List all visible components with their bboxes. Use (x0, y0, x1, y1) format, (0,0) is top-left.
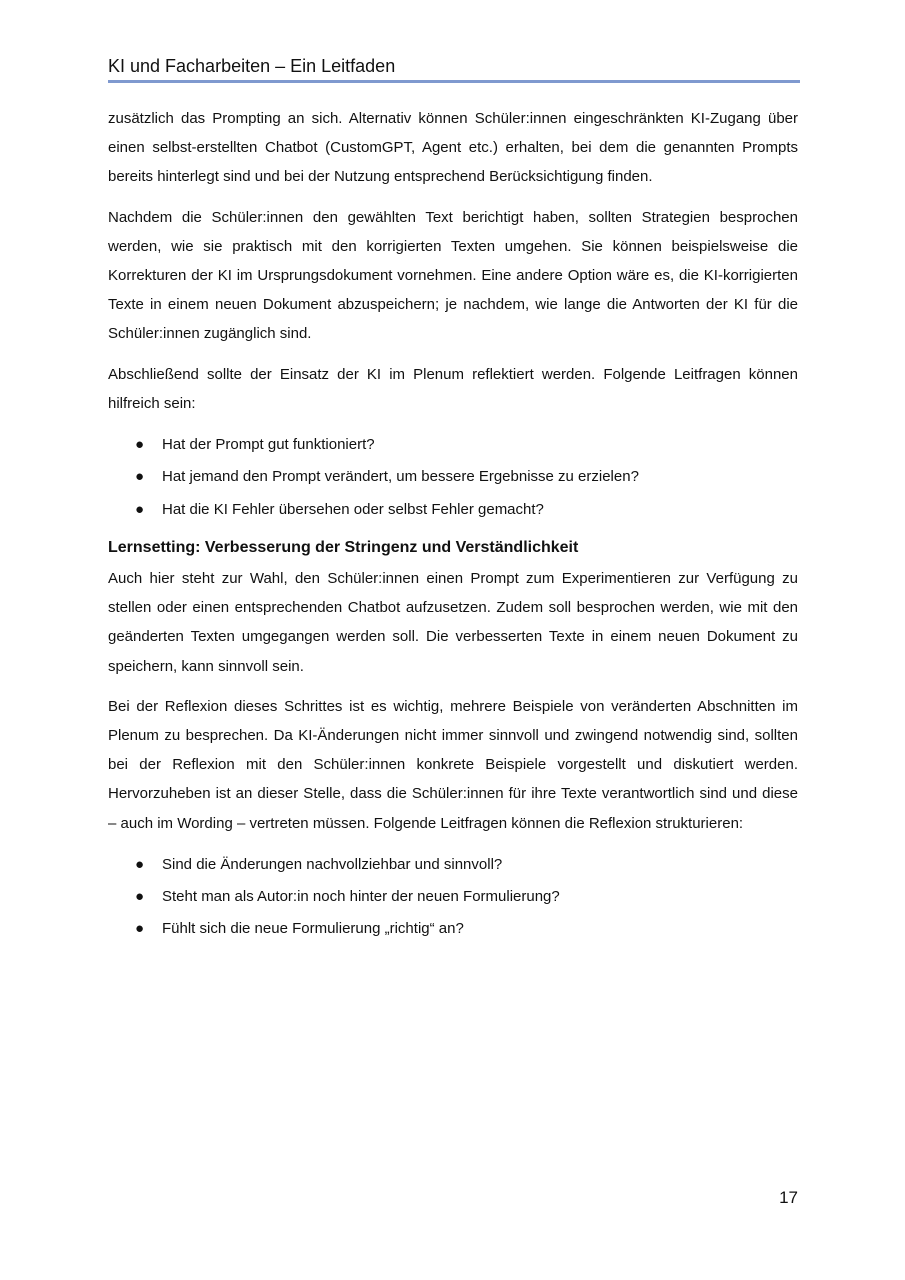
paragraph: Nachdem die Schüler:innen den gewählten Text berichtigt haben, sollten Strategien besprochen werden, wie sie praktisch mit den korrigierten Texten umgehen. Sie können beispielsweise die Korrekturen der KI im Ursprungsdokument vornehmen. Eine andere Option wäre es, die KI-korrigierten Texte in einem neuen Dokument abzuspeichern; je nachdem, wie lange die Antworten der KI für die Schüler:innen zugänglich sind. (108, 208, 798, 343)
bullet-icon: ● (135, 888, 145, 906)
paragraph: Auch hier steht zur Wahl, den Schüler:innen einen Prompt zum Experimentieren zur Verfügung zu stellen oder einen entsprechenden Chatbot aufzusetzen. Zudem soll besprochen werden, wie mit den geänderten Texten umgegangen werden soll. Die verbesserten Texte in einem neuen Dokument zu speichern, kann sinnvoll sein. (108, 569, 798, 675)
bullet-icon: ● (135, 920, 145, 938)
bullet-list-reflection-questions (108, 429, 798, 526)
paragraph: Bei der Reflexion dieses Schrittes ist es wichtig, mehrere Beispiele von veränderten Abschnitten im Plenum zu besprechen. Da KI-Änderungen nicht immer sinnvoll und zwingend notwendig sind, sollten bei der Reflexion mit den Schüler:innen konkrete Beispiele vorgestellt und diskutiert werden. Hervorzuheben ist an dieser Stelle, dass die Schüler:innen für ihre Texte verantwortlich sind und diese – auch im Wording – vertreten müssen. Folgende Leitfragen können die Reflexion strukturieren: (108, 697, 798, 832)
paragraph: zusätzlich das Prompting an sich. Alternativ können Schüler:innen eingeschränkten KI-Zugang über einen selbst-erstellten Chatbot (CustomGPT, Agent etc.) erhalten, bei dem die genannten Prompts bereits hinterlegt sind und bei der Nutzung entsprechend Berücksichtigung finden. (108, 110, 798, 186)
page-number: 17 (779, 1188, 798, 1207)
document-body (108, 104, 798, 956)
header-title: KI und Facharbeiten – Ein Leitfaden (108, 56, 396, 76)
list-item-text: Hat die KI Fehler übersehen oder selbst Fehler gemacht? (162, 500, 544, 518)
section-heading: Lernsetting: Verbesserung der Stringenz und Verständlichkeit (108, 538, 579, 556)
page-header (108, 52, 800, 83)
list-item (108, 494, 798, 526)
bullet-icon: ● (135, 855, 145, 873)
list-item-text: Steht man als Autor:in noch hinter der neuen Formulierung? (162, 888, 560, 906)
list-item-text: Hat jemand den Prompt verändert, um bessere Ergebnisse zu erzielen? (162, 468, 639, 486)
bullet-icon: ● (135, 436, 145, 454)
list-item-text: Sind die Änderungen nachvollziehbar und sinnvoll? (162, 855, 503, 873)
list-item (108, 461, 798, 493)
bullet-list-guiding-questions (108, 849, 798, 946)
list-item (108, 881, 798, 913)
paragraph: Abschließend sollte der Einsatz der KI im Plenum reflektiert werden. Folgende Leitfragen können hilfreich sein: (108, 365, 798, 412)
list-item-text: Hat der Prompt gut funktioniert? (162, 436, 375, 454)
list-item-text: Fühlt sich die neue Formulierung „richtig“ an? (162, 920, 464, 938)
bullet-icon: ● (135, 468, 145, 486)
bullet-icon: ● (135, 500, 145, 518)
list-item (108, 913, 798, 945)
list-item (108, 429, 798, 461)
list-item (108, 849, 798, 881)
